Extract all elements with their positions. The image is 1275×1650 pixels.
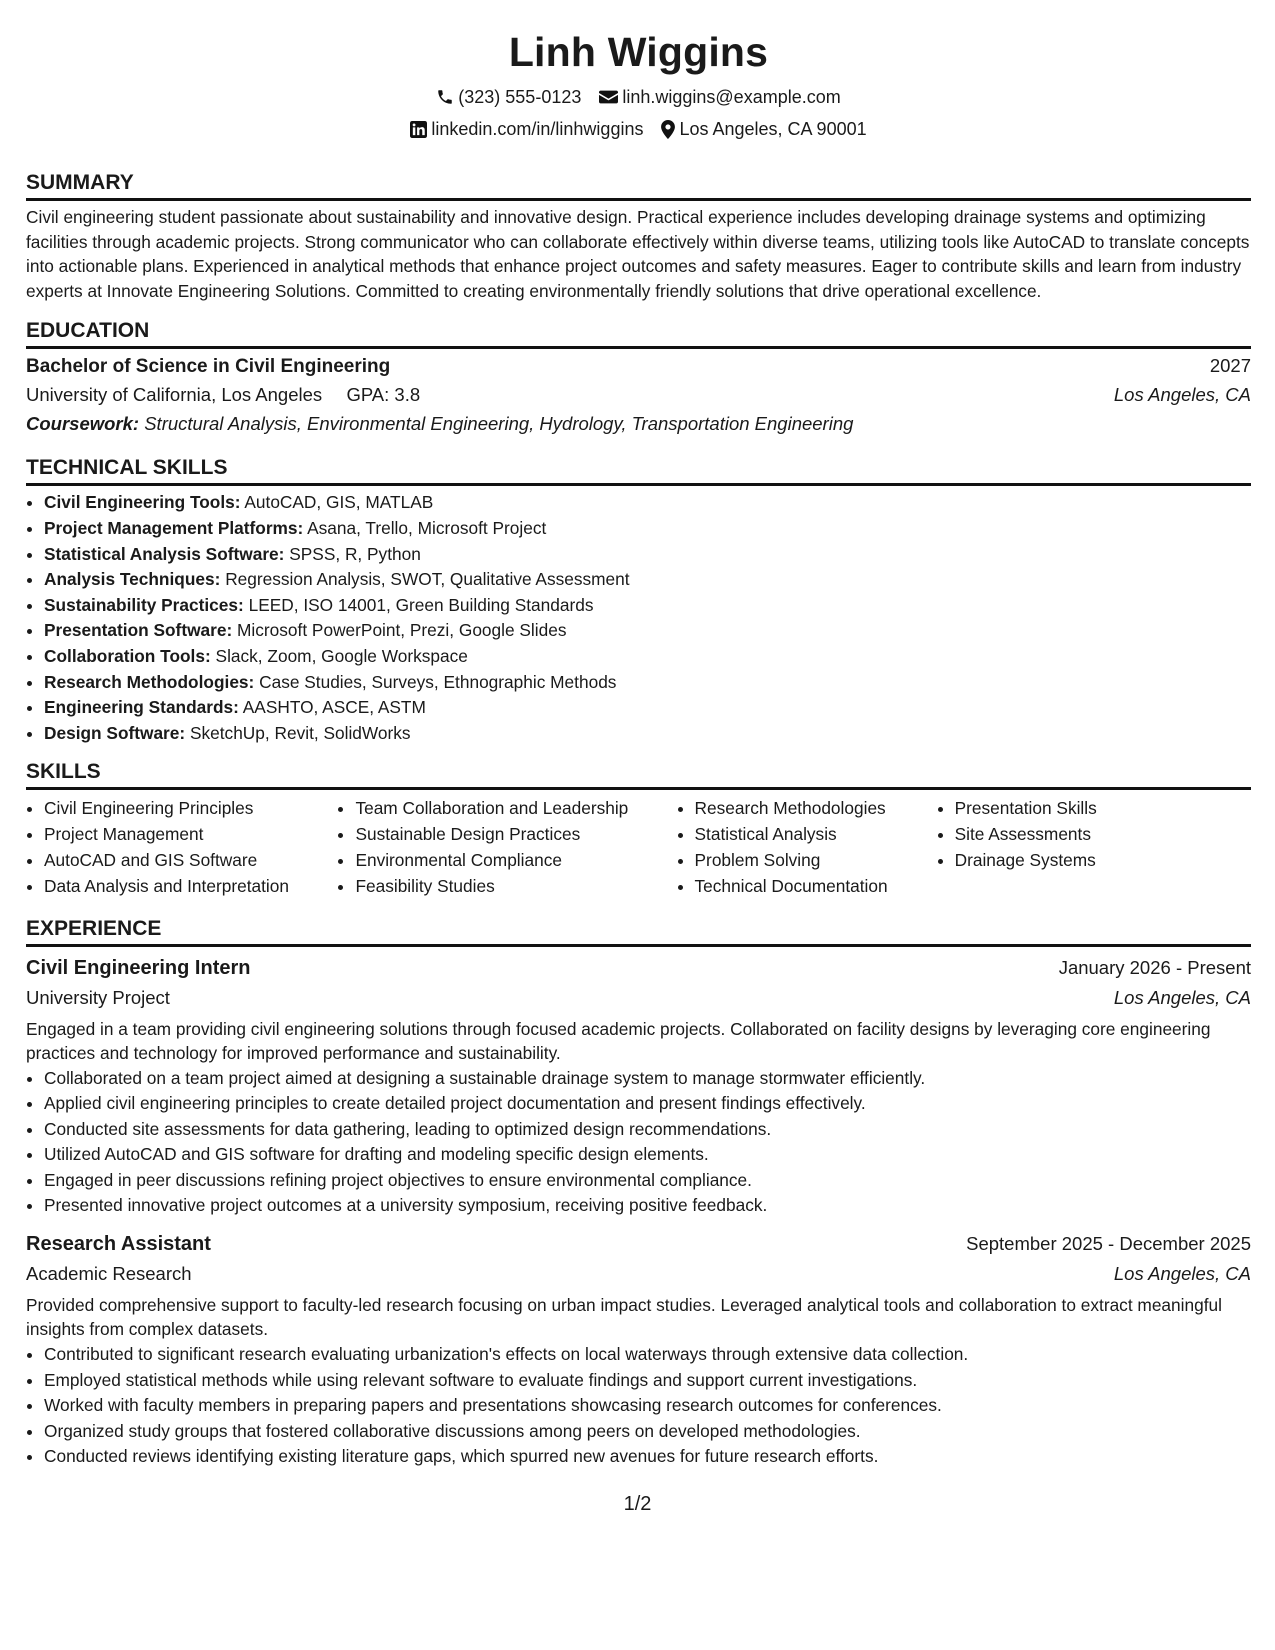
page-number: 1/2 [623, 1493, 652, 1515]
list-item: • Worked with faculty members in preparing papers and presentations showcasing research outcomes for conferences. [44, 1393, 1251, 1419]
technical-skills-list [26, 490, 1251, 746]
location-text: Los Angeles, CA 90001 [679, 119, 867, 139]
skill-value: Regression Analysis, SWOT, Qualitative Assessment [225, 569, 630, 590]
list-item [44, 593, 1251, 619]
skill-label: Presentation Software: [44, 620, 233, 641]
list-item: • Organized study groups that fostered collaborative discussions among peers on developed methodologies. [44, 1419, 1251, 1445]
list-item: • Site Assessments [955, 822, 1251, 848]
skill-label: Research Methodologies: [44, 671, 255, 692]
list-item: • Feasibility Studies [355, 874, 676, 900]
list-item: • Team Collaboration and Leadership [355, 796, 676, 822]
technical-skills-section [26, 455, 1251, 746]
education-heading: EDUCATION [26, 318, 1251, 349]
experience-heading: EXPERIENCE [26, 916, 1251, 947]
skill-label: Sustainability Practices: [44, 594, 244, 615]
summary-heading: SUMMARY [26, 170, 1251, 201]
list-item [44, 695, 1251, 721]
list-item [44, 618, 1251, 644]
list-item: • Civil Engineering Principles [44, 796, 337, 822]
skills-grid [26, 796, 1251, 899]
degree-title: Bachelor of Science in Civil Engineering [26, 356, 391, 378]
skill-label: Collaboration Tools: [44, 645, 211, 666]
linkedin-text[interactable]: linkedin.com/in/linhwiggins [431, 119, 644, 139]
list-item: • Conducted reviews identifying existing literature gaps, which spurred new avenues for future research efforts. [44, 1444, 1251, 1470]
graduation-year: 2027 [1209, 355, 1251, 377]
list-item [44, 490, 1251, 516]
summary-text: Civil engineering student passionate about sustainability and innovative design. Practical experience includes developing drainage systems and optimizing facilities through academic projects. Strong communicator who can collaborate effectively within diverse teams, utilizing tools like AutoCAD to translate concepts into actionable plans. Experienced in analytical methods that enhance project outcomes and safety measures. Eager to contribute skills and learn from industry experts at Innovate Engineering Solutions. Committed to creating environmentally friendly solutions that drive operational excellence. [26, 207, 1250, 301]
job-org-row [26, 1259, 1251, 1289]
skill-value: LEED, ISO 14001, Green Building Standards [248, 594, 594, 615]
list-item [44, 670, 1251, 696]
skills-section [26, 759, 1251, 899]
location-contact [661, 117, 866, 141]
job-bullets [26, 1066, 1251, 1220]
list-item: • Environmental Compliance [355, 848, 676, 874]
list-item: • Applied civil engineering principles to create detailed project documentation and present findings effectively. [44, 1091, 1251, 1117]
skills-column-2 [337, 796, 676, 899]
skill-value: SketchUp, Revit, SolidWorks [189, 722, 411, 743]
job-title-row [26, 1223, 1251, 1259]
skill-value: Slack, Zoom, Google Workspace [215, 645, 468, 666]
list-item: • Data Analysis and Interpretation [44, 874, 337, 900]
job-org: University Project [26, 986, 170, 1008]
list-item [44, 516, 1251, 542]
candidate-name: Linh Wiggins [508, 29, 769, 75]
skill-label: Design Software: [44, 722, 186, 743]
skills-column-1 [26, 796, 337, 899]
skill-value: Case Studies, Surveys, Ethnographic Methods [259, 671, 617, 692]
job-location: Los Angeles, CA [1113, 986, 1251, 1008]
list-item: • Conducted site assessments for data gathering, leading to optimized design recommendations. [44, 1117, 1251, 1143]
phone-text: (323) 555-0123 [458, 87, 582, 107]
gpa: GPA: 3.8 [346, 384, 421, 406]
coursework-label: Coursework: [26, 413, 140, 435]
school-location: Los Angeles, CA [1113, 384, 1251, 406]
list-item: • Presentation Skills [955, 796, 1251, 822]
list-item: • Presented innovative project outcomes at a university symposium, receiving positive feedback. [44, 1193, 1251, 1219]
list-item: • Engaged in peer discussions refining project objectives to ensure environmental compliance. [44, 1168, 1251, 1194]
linkedin-icon [410, 121, 427, 138]
skill-value: Asana, Trello, Microsoft Project [307, 517, 547, 538]
list-item: • Research Methodologies [695, 796, 937, 822]
list-item: • Statistical Analysis [695, 822, 937, 848]
linkedin-contact[interactable] [410, 117, 643, 141]
resume-page [26, 20, 1251, 1470]
phone-contact [436, 85, 581, 109]
job-title: Civil Engineering Intern [26, 956, 251, 979]
email-text[interactable]: linh.wiggins@example.com [622, 87, 841, 107]
list-item: • Technical Documentation [695, 874, 937, 900]
skills-heading: SKILLS [26, 759, 1251, 790]
list-item: • Contributed to significant research evaluating urbanization's effects on local waterways through extensive data collection. [44, 1342, 1251, 1368]
skill-label: Analysis Techniques: [44, 569, 221, 590]
skill-value: AutoCAD, GIS, MATLAB [244, 492, 434, 513]
coursework-line [26, 409, 1251, 439]
job-title: Research Assistant [26, 1233, 211, 1256]
summary-section [26, 170, 1251, 303]
list-item: • Problem Solving [695, 848, 937, 874]
technical-skills-heading: TECHNICAL SKILLS [26, 455, 1251, 486]
list-item: • Utilized AutoCAD and GIS software for drafting and modeling specific design elements. [44, 1142, 1251, 1168]
school-name: University of California, Los Angeles [26, 384, 323, 406]
job-description: Engaged in a team providing civil engineering solutions through focused academic projects. Collaborated on facility designs by leveraging core engineering practices and technology for improved performance and sustainability. [26, 1018, 1211, 1063]
job-bullets [26, 1342, 1251, 1470]
skill-label: Civil Engineering Tools: [44, 492, 241, 513]
job-entry-1 [26, 947, 1251, 1220]
list-item [44, 567, 1251, 593]
school-info [26, 381, 420, 409]
skill-label: Engineering Standards: [44, 697, 239, 718]
list-item: • Employed statistical methods while using relevant software to evaluate findings and support current investigations. [44, 1368, 1251, 1394]
envelope-icon [599, 89, 618, 105]
email-contact[interactable] [599, 85, 840, 109]
list-item: • Project Management [44, 822, 337, 848]
skills-column-4 [937, 796, 1251, 899]
job-title-row [26, 947, 1251, 983]
map-pin-icon [661, 120, 675, 139]
list-item [44, 644, 1251, 670]
list-item: • AutoCAD and GIS Software [44, 848, 337, 874]
skill-value: AASHTO, ASCE, ASTM [242, 697, 426, 718]
skill-value: SPSS, R, Python [289, 543, 421, 564]
list-item [44, 721, 1251, 747]
skills-column-3 [677, 796, 937, 899]
experience-section [26, 916, 1251, 1471]
list-item: • Drainage Systems [955, 848, 1251, 874]
phone-icon [436, 88, 454, 106]
school-row [26, 381, 1251, 409]
list-item: • Sustainable Design Practices [355, 822, 676, 848]
coursework-list: Structural Analysis, Environmental Engineering, Hydrology, Transportation Engineering [144, 413, 854, 435]
job-dates: January 2026 - Present [1058, 956, 1251, 978]
list-item: • Collaborated on a team project aimed at designing a sustainable drainage system to manage stormwater efficiently. [44, 1066, 1251, 1092]
contact-line-1 [26, 85, 1251, 109]
contact-line-2 [26, 117, 1251, 141]
job-org: Academic Research [26, 1263, 192, 1285]
skill-value: Microsoft PowerPoint, Prezi, Google Slides [237, 620, 567, 641]
list-item [44, 542, 1251, 568]
job-org-row [26, 983, 1251, 1013]
skill-label: Statistical Analysis Software: [44, 543, 285, 564]
degree-row [26, 349, 1251, 381]
education-section [26, 318, 1251, 439]
job-description: Provided comprehensive support to faculty-led research focusing on urban impact studies. Leveraged analytical tools and collaboration to extract meaningful insights from complex datasets. [26, 1295, 1222, 1340]
job-entry-2 [26, 1223, 1251, 1470]
job-location: Los Angeles, CA [1113, 1263, 1251, 1285]
job-dates: September 2025 - December 2025 [966, 1233, 1251, 1255]
skill-label: Project Management Platforms: [44, 517, 304, 538]
